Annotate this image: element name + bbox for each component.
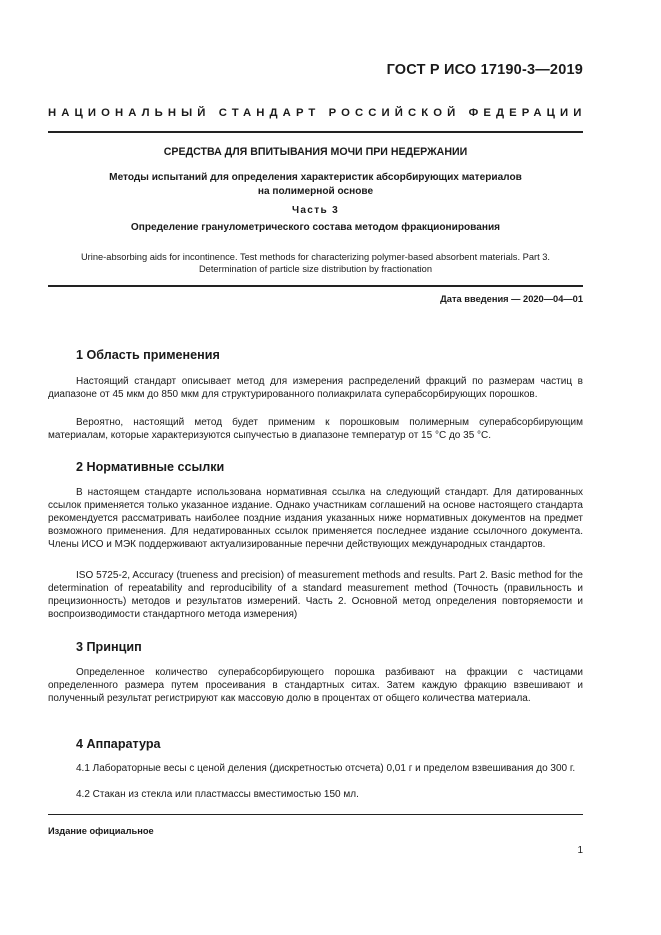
document-title: СРЕДСТВА ДЛЯ ВПИТЫВАНИЯ МОЧИ ПРИ НЕДЕРЖАНИИ	[163, 146, 468, 158]
national-standard-banner: НАЦИОНАЛЬНЫЙ СТАНДАРТ РОССИЙСКОЙ ФЕДЕРАЦИИ	[48, 107, 587, 119]
footer-divider	[48, 814, 583, 815]
section-1-heading: 1 Область применения	[76, 348, 220, 362]
introduction-date: Дата введения — 2020—04—01	[440, 294, 583, 304]
english-title-line-1: Urine-absorbing aids for incontinence. Test methods for characterizing polymer-based absorbent materials. Part 3.	[80, 252, 551, 262]
section-3-paragraph-1: Определенное количество суперабсорбирующего порошка разбивают на фракции с частицами определенного размера путем просеивания в стандартных ситах. Затем каждую фракцию взвешивают и полученный результат регистрируют как массовую долю в процентах от общего количества материала.	[48, 667, 583, 704]
title-divider	[48, 285, 583, 287]
clause-4-2: 4.2 Стакан из стекла или пластмассы вместимостью 150 мл.	[76, 789, 359, 800]
english-title	[48, 251, 583, 275]
document-subtitle	[48, 171, 583, 199]
official-edition-label: Издание официальное	[48, 826, 154, 836]
section-4-heading: 4 Аппаратура	[76, 737, 161, 751]
section-2-heading: 2 Нормативные ссылки	[76, 460, 225, 474]
subtitle-line-1: Методы испытаний для определения характеристик абсорбирующих материалов	[109, 172, 522, 183]
top-divider	[48, 131, 583, 133]
section-1-paragraph-2: Вероятно, настоящий метод будет применим к порошковым полимерным суперабсорбирующим материалам, которые характеризуются сыпучестью в диапазоне температур от 15 °С до 35 °С.	[48, 417, 583, 441]
subtitle-line-2: на полимерной основе	[257, 186, 374, 197]
page-number: 1	[577, 845, 583, 856]
part-title: Определение гранулометрического состава методом фракционирования	[130, 222, 501, 233]
clause-4-1: 4.1 Лабораторные весы с ценой деления (дискретностью отсчета) 0,01 г и пределом взвешивания до 300 г.	[76, 763, 576, 774]
part-label: Часть 3	[292, 205, 339, 216]
section-2-paragraph-2: ISO 5725-2, Accuracy (trueness and precision) of measurement methods and results. Part 2. Basic method for the determination of repeatability and reproducibility of a standard measurement method (Точность (правильность и прецизионность) методов и результатов измерений. Часть 2. Основной метод определения повторяемости и воспроизводимости стандартного метода измерения)	[48, 570, 583, 620]
section-1-paragraph-1: Настоящий стандарт описывает метод для измерения распределений фракций по размерам частиц в диапазоне от 45 мкм до 850 мкм для структурированного полиакрилата суперабсорбирующих порошков.	[48, 376, 583, 400]
section-2-paragraph-1: В настоящем стандарте использована нормативная ссылка на следующий стандарт. Для датированных ссылок применяется только указанное издание. Однако участникам соглашений на основе настоящего стандарта рекомендуется рассматривать наиболее поздние издания указанных ниже нормативных документов на предмет возможного применения. Для недатированных ссылок применяется последнее издание ссылочного документа. Члены ИСО и МЭК поддерживают актуализированные перечни действующих международных стандартов.	[48, 487, 583, 550]
section-3-heading: 3 Принцип	[76, 640, 142, 654]
document-number: ГОСТ Р ИСО 17190-3—2019	[386, 62, 583, 78]
english-title-line-2: Determination of particle size distribution by fractionation	[198, 264, 433, 274]
